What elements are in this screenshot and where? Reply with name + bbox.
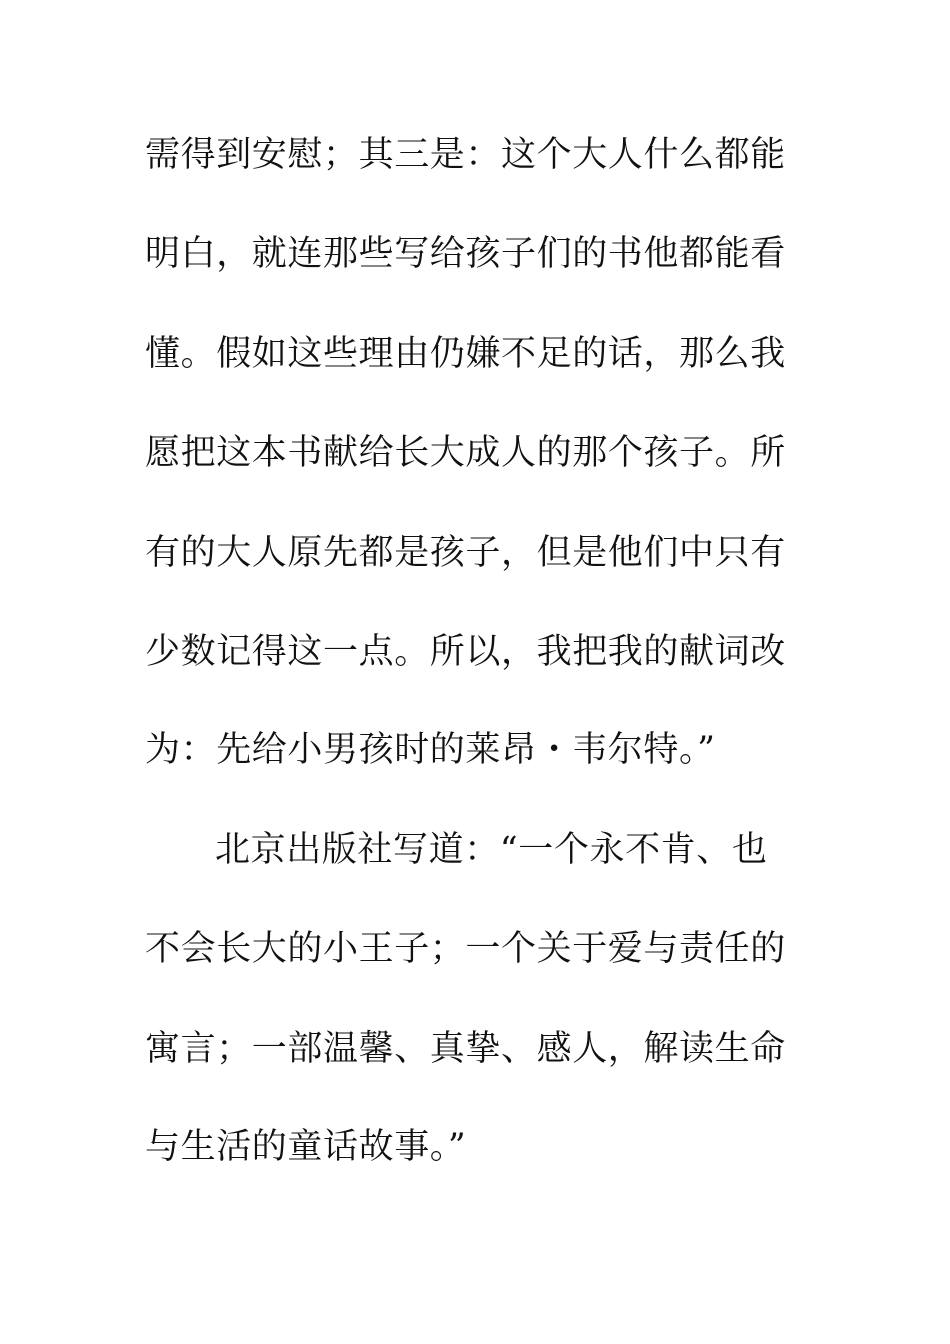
text-line-2: 明白，就连那些写给孩子们的书他都能看	[145, 234, 786, 274]
paragraph-start-line: 北京出版社写道：“一个永不肯、也	[215, 830, 768, 870]
text-line-3: 懂。假如这些理由仍嫌不足的话，那么我	[145, 334, 786, 374]
text-line-5: 有的大人原先都是孩子，但是他们中只有	[145, 533, 786, 573]
text-line-6: 少数记得这一点。所以，我把我的献词改	[145, 632, 786, 672]
text-line-1: 需得到安慰；其三是：这个大人什么都能	[145, 135, 786, 175]
text-line-7: 为：先给小男孩时的莱昂・韦尔特。”	[145, 730, 716, 770]
text-line-10: 寓言；一部温馨、真挚、感人，解读生命	[145, 1029, 786, 1069]
text-line-9: 不会长大的小王子；一个关于爱与责任的	[145, 929, 786, 969]
text-line-4: 愿把这本书献给长大成人的那个孩子。所	[145, 433, 786, 473]
text-line-11: 与生活的童话故事。”	[145, 1127, 467, 1167]
